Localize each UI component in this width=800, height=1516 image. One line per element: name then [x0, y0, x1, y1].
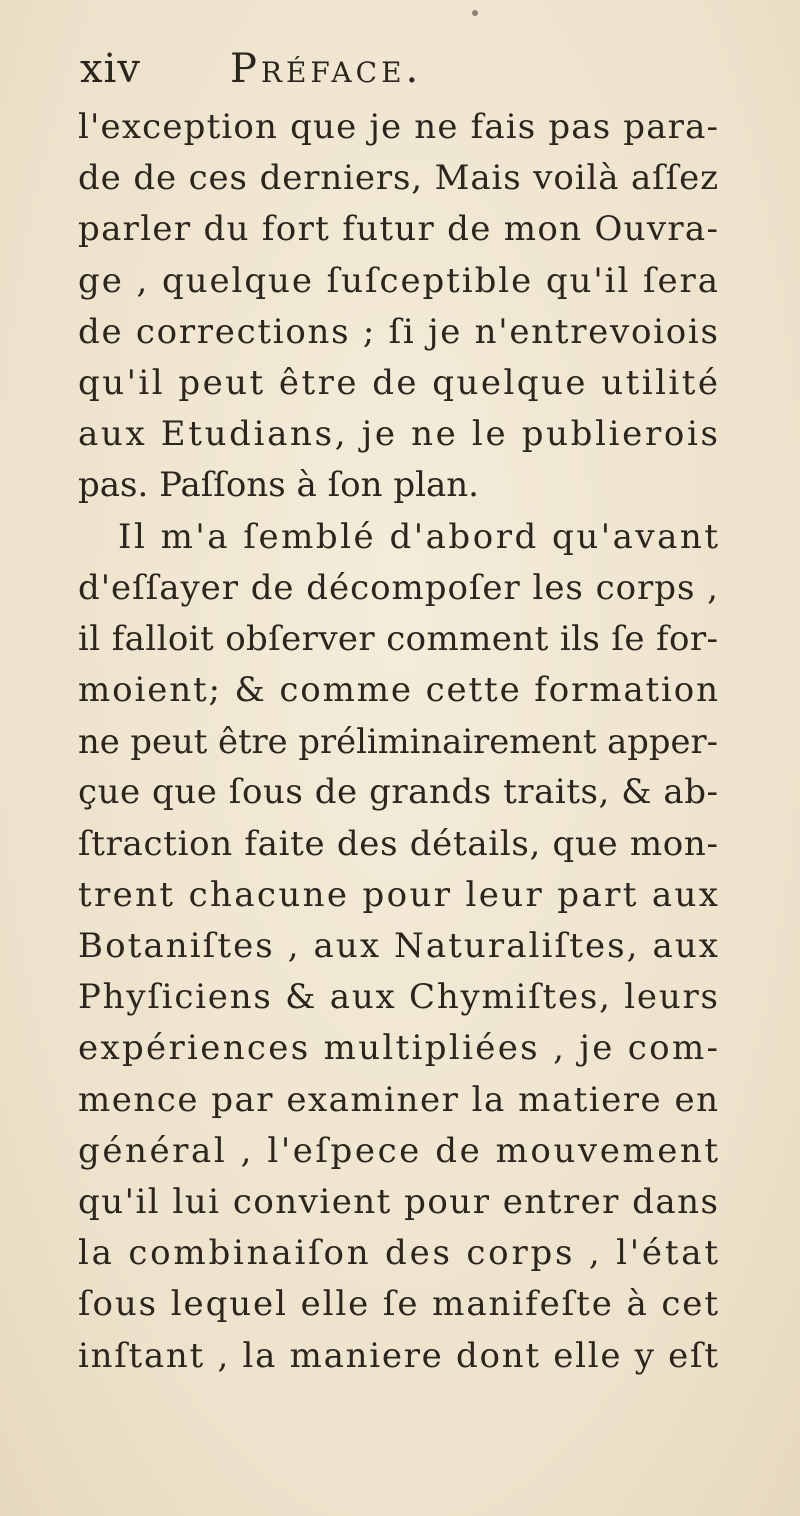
text-line: parler du fort futur de mon Ouvra-	[78, 209, 720, 250]
page-header	[80, 44, 720, 94]
text-line: qu'il lui convient pour entrer dans	[78, 1181, 720, 1222]
text-line: Il m'a ſemblé d'abord qu'avant	[118, 516, 721, 557]
text-line: mence par examiner la matiere en	[78, 1079, 720, 1120]
text-line: la combinaiſon des corps , l'état	[78, 1233, 721, 1274]
text-line: çue que ſous de grands traits, & ab-	[78, 772, 719, 813]
body-text	[78, 102, 738, 1382]
text-line: moient; & comme cette formation	[78, 670, 720, 711]
text-line: pas. Paſſons à ſon plan.	[78, 465, 479, 506]
ink-mark	[472, 10, 478, 16]
text-line: expériences multipliées , je com-	[78, 1028, 721, 1069]
text-line: inſtant , la maniere dont elle y eſt	[78, 1335, 720, 1376]
text-line: général , l'eſpece de mouvement	[78, 1130, 721, 1171]
text-line: ge , quelque ſuſceptible qu'il ſera	[78, 260, 720, 301]
text-line: qu'il peut être de quelque utilité	[78, 362, 721, 403]
text-line: Phyſiciens & aux Chymiſtes, leurs	[78, 977, 720, 1018]
text-line: Botaniſtes , aux Naturaliſtes, aux	[78, 926, 721, 966]
text-line: ne peut être préliminairement apper-	[78, 722, 718, 762]
text-line: l'exception que je ne fais pas para-	[78, 107, 720, 147]
text-line: ſtraction faite des détails, que mon-	[78, 823, 719, 864]
text-line: aux Etudians, je ne le publierois	[78, 414, 721, 455]
running-title: Préface.	[230, 46, 423, 92]
text-line: d'eſſayer de décompoſer les corps ,	[78, 567, 719, 608]
page-number: xiv	[80, 46, 141, 92]
text-line: il falloit obſerver comment ils ſe for-	[78, 618, 719, 659]
text-line: de corrections ; ſi je n'entrevoiois	[78, 311, 720, 352]
text-line: ſous lequel elle ſe manifeſte à cet	[78, 1284, 720, 1325]
text-line: trent chacune pour leur part aux	[78, 874, 721, 915]
text-line: de de ces derniers, Mais voilà aſſez	[78, 158, 719, 199]
